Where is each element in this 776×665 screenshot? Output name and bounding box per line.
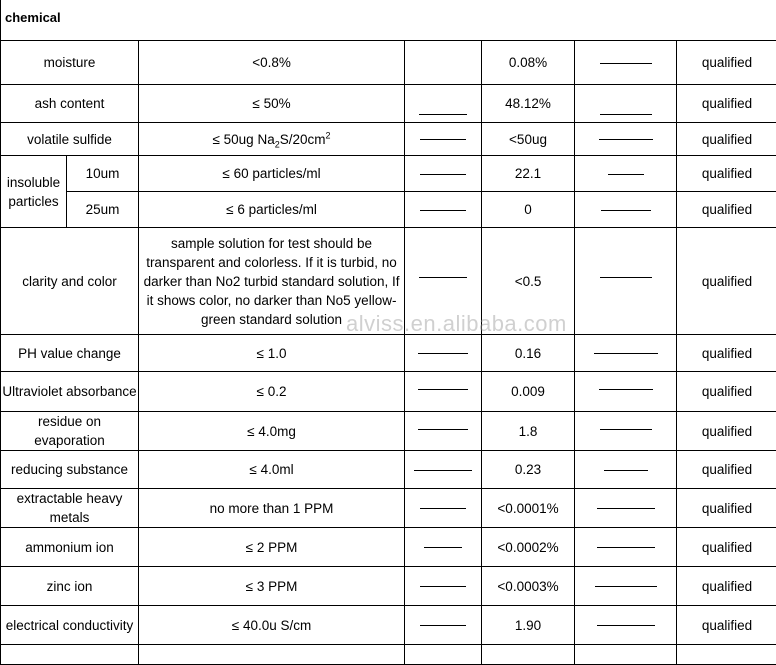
result-cell: <0.5 (482, 228, 575, 335)
item-cell: moisture (1, 41, 139, 85)
dash-cell (575, 41, 677, 85)
blank-cell (677, 645, 776, 665)
dash-line (424, 547, 462, 548)
dash-cell (575, 606, 677, 645)
dash-cell (405, 528, 482, 567)
dash-line (420, 174, 466, 175)
dash-line (418, 429, 468, 430)
dash-cell (405, 228, 482, 335)
standard-cell: ≤ 2 PPM (139, 528, 405, 567)
item-cell: electrical conductivity (1, 606, 139, 645)
conclusion-cell: qualified (677, 567, 776, 606)
spec-table (0, 40, 776, 665)
result-cell: <0.0003% (482, 567, 575, 606)
dash-line (600, 114, 652, 115)
result-cell: 0.009 (482, 372, 575, 412)
standard-cell: ≤ 40.0u S/cm (139, 606, 405, 645)
standard-cell: ≤ 1.0 (139, 335, 405, 372)
dash-cell (405, 123, 482, 156)
standard-text: ≤ 50ug Na (213, 132, 275, 147)
dash-cell (575, 228, 677, 335)
dash-cell (405, 606, 482, 645)
result-cell: 22.1 (482, 156, 575, 192)
dash-cell (575, 156, 677, 192)
dash-line (420, 625, 466, 626)
item-cell: extractable heavy metals (1, 489, 139, 528)
dash-cell (575, 192, 677, 228)
item-cell: zinc ion (1, 567, 139, 606)
dash-cell (575, 567, 677, 606)
dash-line (604, 470, 648, 471)
dash-cell (405, 372, 482, 412)
result-cell: 0 (482, 192, 575, 228)
dash-line (594, 353, 658, 354)
dash-line (420, 508, 466, 509)
blank-cell (482, 645, 575, 665)
table-row (1, 156, 776, 192)
table-row (1, 528, 776, 567)
dash-cell (405, 567, 482, 606)
standard-cell: ≤ 50% (139, 85, 405, 123)
size-cell: 25um (67, 192, 139, 228)
table-row (1, 228, 776, 335)
standard-cell: <0.8% (139, 41, 405, 85)
result-cell: 48.12% (482, 85, 575, 123)
standard-cell: sample solution for test should be transparent and colorless. If it is turbid, no darker than No2 turbid standard solution, If it shows color, no darker than No5 yellow-green standard solution (139, 228, 405, 335)
standard-cell (139, 123, 405, 156)
dash-line (419, 114, 467, 115)
standard-text: S/20cm (280, 132, 326, 147)
item-cell: reducing substance (1, 451, 139, 489)
dash-line (420, 139, 466, 140)
dash-line (599, 389, 653, 390)
blank-cell (575, 645, 677, 665)
conclusion-cell: qualified (677, 123, 776, 156)
conclusion-cell: qualified (677, 606, 776, 645)
conclusion-cell: qualified (677, 528, 776, 567)
dash-cell (575, 451, 677, 489)
section-title: chemical (5, 10, 61, 25)
table-row (1, 489, 776, 528)
conclusion-cell: qualified (677, 228, 776, 335)
standard-cell: ≤ 6 particles/ml (139, 192, 405, 228)
dash-cell (405, 192, 482, 228)
dash-cell (405, 451, 482, 489)
item-cell: ash content (1, 85, 139, 123)
table-row (1, 606, 776, 645)
conclusion-cell: qualified (677, 412, 776, 451)
item-cell: ammonium ion (1, 528, 139, 567)
blank-cell (139, 645, 405, 665)
conclusion-cell: qualified (677, 451, 776, 489)
blank-cell (405, 645, 482, 665)
result-cell: 1.8 (482, 412, 575, 451)
dash-line (600, 63, 652, 64)
dash-cell (405, 412, 482, 451)
table-row (1, 372, 776, 412)
conclusion-cell: qualified (677, 156, 776, 192)
table-row (1, 412, 776, 451)
table-row (1, 451, 776, 489)
result-cell: 0.16 (482, 335, 575, 372)
item-cell: PH value change (1, 335, 139, 372)
section-heading (0, 0, 776, 40)
blank-cell (405, 41, 482, 85)
dash-cell (405, 85, 482, 123)
dash-line (601, 210, 651, 211)
dash-cell (405, 156, 482, 192)
dash-line (599, 139, 653, 140)
dash-line (595, 586, 657, 587)
conclusion-cell: qualified (677, 335, 776, 372)
standard-cell: no more than 1 PPM (139, 489, 405, 528)
table-row (1, 41, 776, 85)
result-cell: 1.90 (482, 606, 575, 645)
dash-line (600, 429, 652, 430)
result-cell: 0.23 (482, 451, 575, 489)
table-row (1, 567, 776, 606)
watermark: alviss.en.alibaba.com (346, 311, 567, 337)
dash-line (419, 277, 467, 278)
item-cell: residue on evaporation (1, 412, 139, 451)
superscript: 2 (326, 130, 331, 140)
table-row (1, 192, 776, 228)
dash-cell (575, 528, 677, 567)
dash-cell (405, 335, 482, 372)
result-cell: <50ug (482, 123, 575, 156)
dash-line (597, 625, 655, 626)
standard-cell: ≤ 60 particles/ml (139, 156, 405, 192)
dash-line (597, 508, 655, 509)
conclusion-cell: qualified (677, 192, 776, 228)
subscript: 2 (275, 139, 280, 149)
standard-cell: ≤ 0.2 (139, 372, 405, 412)
standard-cell: ≤ 4.0ml (139, 451, 405, 489)
standard-cell: ≤ 4.0mg (139, 412, 405, 451)
dash-line (414, 470, 472, 471)
item-cell: Ultraviolet absorbance (1, 372, 139, 412)
table-row (1, 645, 776, 665)
result-cell: <0.0002% (482, 528, 575, 567)
conclusion-cell: qualified (677, 41, 776, 85)
dash-line (600, 277, 652, 278)
result-cell: 0.08% (482, 41, 575, 85)
table-row (1, 335, 776, 372)
result-cell: <0.0001% (482, 489, 575, 528)
dash-cell (405, 489, 482, 528)
dash-line (420, 210, 466, 211)
dash-line (418, 389, 468, 390)
item-cell: clarity and color (1, 228, 139, 335)
size-cell: 10um (67, 156, 139, 192)
dash-cell (575, 335, 677, 372)
dash-line (608, 174, 644, 175)
item-cell: volatile sulfide (1, 123, 139, 156)
standard-cell: ≤ 3 PPM (139, 567, 405, 606)
dash-cell (575, 85, 677, 123)
dash-cell (575, 372, 677, 412)
dash-line (597, 547, 655, 548)
conclusion-cell: qualified (677, 85, 776, 123)
dash-cell (575, 489, 677, 528)
dash-cell (575, 412, 677, 451)
blank-cell (1, 645, 139, 665)
dash-line (418, 353, 468, 354)
dash-cell (575, 123, 677, 156)
dash-line (420, 586, 466, 587)
table-row (1, 85, 776, 123)
conclusion-cell: qualified (677, 489, 776, 528)
table-row (1, 123, 776, 156)
conclusion-cell: qualified (677, 372, 776, 412)
group-label-cell: insoluble particles (1, 156, 67, 228)
